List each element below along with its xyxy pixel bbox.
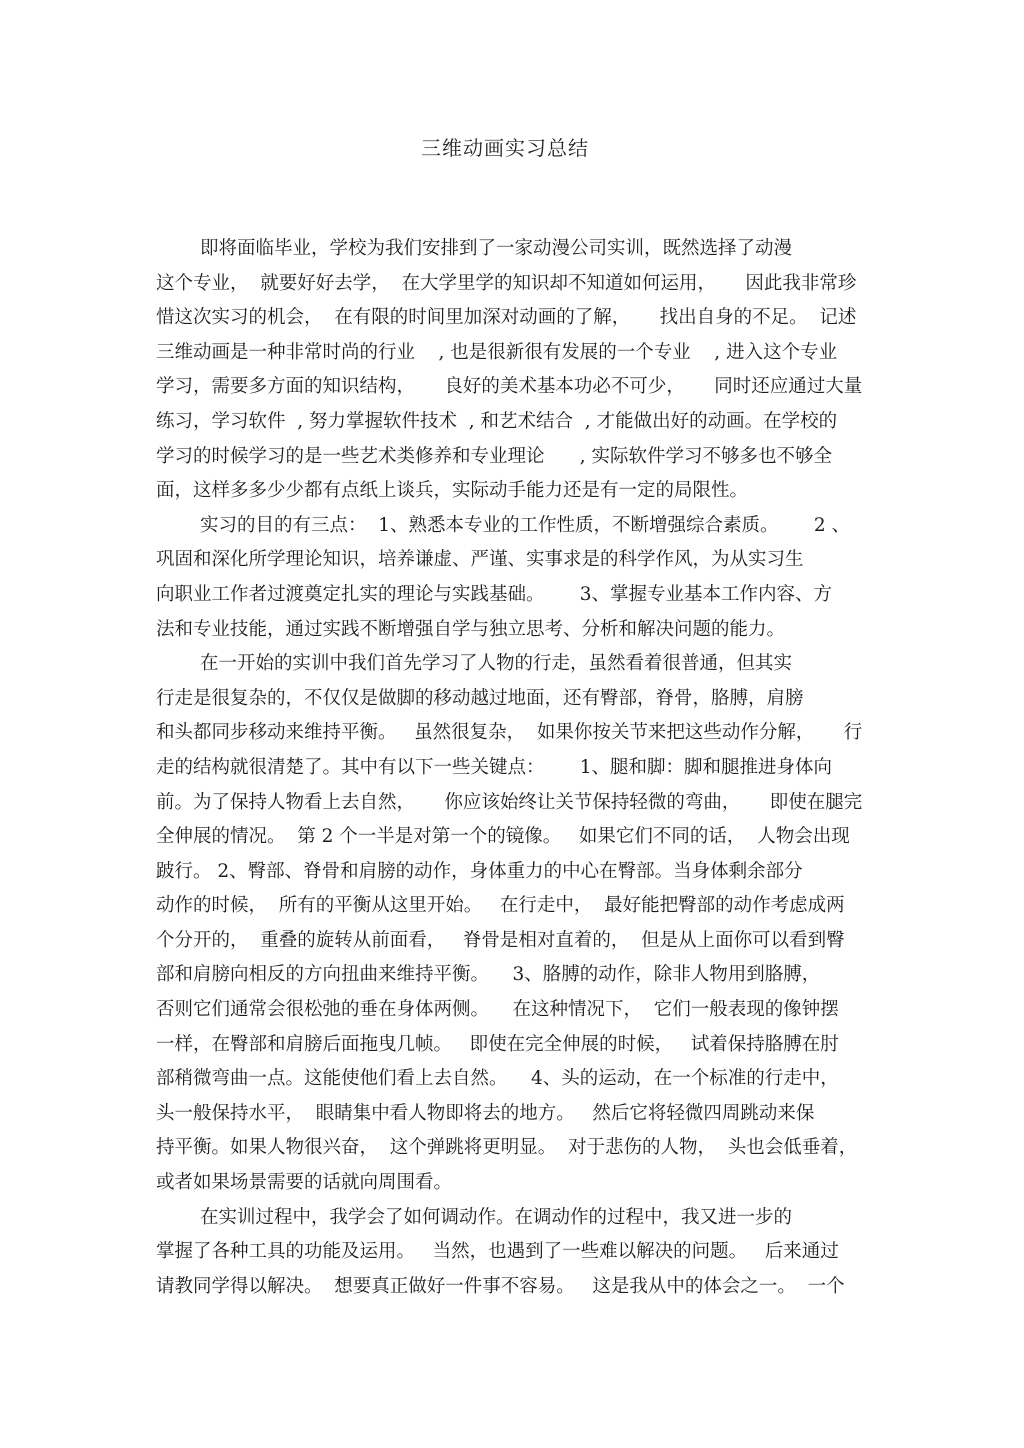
text-line: 掌握了各种工具的功能及运用。 当然，也遇到了一些难以解决的问题。 后来通过: [156, 1241, 839, 1263]
text-line: 跛行。 2、臀部、脊骨和肩膀的动作，身体重力的中心在臀部。当身体剩余部分: [156, 860, 803, 882]
text-line: 或者如果场景需要的话就向周围看。: [156, 1172, 453, 1194]
text-line: 一样，在臀部和肩膀后面拖曳几帧。 即使在完全伸展的时候， 试着保持胳膊在肘: [156, 1033, 839, 1055]
text-line: 个分开的， 重叠的旋转从前面看， 脊骨是相对直着的， 但是从上面你可以看到臀: [156, 929, 845, 951]
text-line: 走的结构就很清楚了。其中有以下一些关键点： 1、腿和脚：脚和腿推进身体向: [156, 756, 833, 778]
document-title: 三维动画实习总结: [421, 136, 589, 160]
text-line: 巩固和深化所学理论知识，培养谦虚、严谨、实事求是的科学作风，为从实习生: [156, 549, 804, 571]
text-line: 请教同学得以解决。 想要真正做好一件事不容易。 这是我从中的体会之一。 一个: [156, 1275, 845, 1297]
text-line: 行走是很复杂的，不仅仅是做脚的移动越过地面，还有臀部，脊骨，胳膊，肩膀: [156, 687, 804, 709]
text-line: 学习，需要多方面的知识结构， 良好的美术基本功必不可少， 同时还应通过大量: [156, 376, 863, 398]
text-line: 持平衡。如果人物很兴奋， 这个弹跳将更明显。 对于悲伤的人物， 头也会低垂着，: [156, 1137, 858, 1159]
text-line: 这个专业， 就要好好去学， 在大学里学的知识却不知道如何运用， 因此我非常珍: [156, 272, 857, 294]
text-line: 法和专业技能，通过实践不断增强自学与独立思考、分析和解决问题的能力。: [156, 618, 786, 640]
text-line: 在实训过程中，我学会了如何调动作。在调动作的过程中，我又进一步的: [200, 1206, 793, 1228]
text-line: 向职业工作者过渡奠定扎实的理论与实践基础。 3、掌握专业基本工作内容、方: [156, 583, 833, 605]
text-line: 全伸展的情况。 第 2 个一半是对第一个的镜像。 如果它们不同的话， 人物会出现: [156, 826, 850, 848]
text-line: 头一般保持水平， 眼睛集中看人物即将去的地方。 然后它将轻微四周跳动来保: [156, 1102, 815, 1124]
text-line: 动作的时候， 所有的平衡从这里开始。 在行走中， 最好能把臀部的动作考虑成两: [156, 895, 845, 917]
text-line: 即将面临毕业，学校为我们安排到了一家动漫公司实训，既然选择了动漫: [200, 238, 793, 259]
text-line: 否则它们通常会很松弛的垂在身体两侧。 在这种情况下， 它们一般表现的像钟摆: [156, 999, 839, 1021]
text-line: 前。为了保持人物看上去自然， 你应该始终让关节保持轻微的弯曲， 即使在腿完: [156, 791, 863, 813]
text-line: 练习，学习软件 , 努力掌握软件技术 , 和艺术结合 , 才能做出好的动画。在学校的: [156, 410, 838, 432]
text-line: 惜这次实习的机会， 在有限的时间里加深对动画的了解， 找出自身的不足。 记述: [156, 307, 857, 329]
text-line: 面，这样多多少少都有点纸上谈兵，实际动手能力还是有一定的局限性。: [156, 480, 749, 502]
text-line: 在一开始的实训中我们首先学习了人物的行走，虽然看着很普通，但其实: [200, 653, 793, 675]
document-body: [156, 232, 868, 1304]
text-line: 部和肩膀向相反的方向扭曲来维持平衡。 3、胳膊的动作，除非人物用到胳膊，: [156, 964, 821, 986]
text-line: 和头都同步移动来维持平衡。 虽然很复杂， 如果你按关节来把这些动作分解， 行: [156, 722, 863, 744]
text-line: 实习的目的有三点： 1、熟悉本专业的工作性质，不断增强综合素质。 2 、: [200, 514, 850, 536]
text-line: 三维动画是一种非常时尚的行业 , 也是很新很有发展的一个专业 , 进入这个专业: [156, 341, 838, 363]
text-line: 部稍微弯曲一点。这能使他们看上去自然。 4、头的运动，在一个标准的行走中，: [156, 1068, 839, 1090]
text-line: 学习的时候学习的是一些艺术类修养和专业理论 , 实际软件学习不够多也不够全: [156, 445, 833, 467]
